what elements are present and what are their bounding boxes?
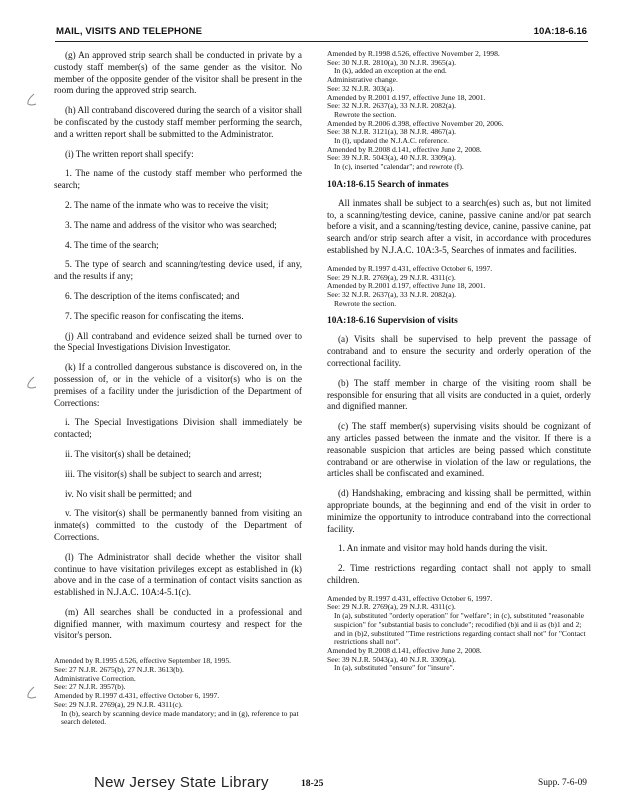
- history-note: Amended by R.2001 d.197, effective June 18, 2001.: [327, 281, 486, 291]
- list-item: 6. The description of the items confiscated; and: [65, 290, 240, 301]
- paragraph-h: (h) All contraband discovered during the search of a visitor shall be confiscated by the custody staff member performing the search, and a written report shall be submitted to the Administrator.: [54, 105, 302, 139]
- history-note: See: 38 N.J.R. 3121(a), 38 N.J.R. 4867(a).: [327, 127, 457, 137]
- list-item: iii. The visitor(s) shall be subject to search and arrest;: [65, 468, 262, 479]
- running-header-section: 10A:18-6.16: [533, 26, 587, 37]
- history-note: Amended by R.2006 d.398, effective November 20, 2006.: [327, 118, 504, 128]
- history-note: Amended by R.1997 d.431, effective October 6, 1997.: [327, 263, 493, 273]
- binder-mark-icon: [24, 685, 38, 701]
- list-item: i. The Special Investigations Division shall immediately be contacted;: [54, 417, 302, 440]
- history-note: In (a), substituted "ensure" for "insure".: [334, 663, 455, 673]
- section-heading-6-15: 10A:18-6.15 Search of inmates: [327, 179, 449, 190]
- history-note: See: 39 N.J.R. 5043(a), 40 N.J.R. 3309(a).: [327, 654, 457, 664]
- right-column: [327, 50, 591, 673]
- running-header-title: MAIL, VISITS AND TELEPHONE: [56, 26, 203, 37]
- list-item: iv. No visit shall be permitted; and: [65, 488, 192, 499]
- paragraph-k: (k) If a controlled dangerous substance is discovered on, in the possession of, or in the vehicle of a visitor(s) who is on the premises of a facility under the jurisdiction of the Department of Corrections:: [54, 362, 302, 408]
- history-note: In (c), inserted "calendar"; and rewrote (f).: [334, 162, 464, 172]
- paragraph-c: (c) The staff member(s) supervising visits should be cognizant of any articles passed between the inmate and the visitor. If there is a reasonable suspicion that articles are being passed which constitute contraband or are otherwise in violation of the law or regulations, the articles shall be confiscated and examined.: [327, 421, 591, 479]
- paragraph-l: (l) The Administrator shall decide whether the visitor shall continue to have visitation privileges except as established in (k) above and in the case of a termination of contact visits sanction as established in N.J.A.C. 10A:4-5.1(c).: [54, 551, 302, 598]
- list-item: 1. The name of the custody staff member who performed the search;: [54, 168, 302, 191]
- history-note: Amended by R.1995 d.526, effective September 18, 1995.: [54, 656, 232, 666]
- history-note: Administrative change.: [327, 75, 398, 85]
- history-note: Rewrote the section.: [334, 298, 397, 308]
- history-note: Amended by R.2008 d.141, effective June 2, 2008.: [327, 144, 482, 154]
- binder-mark-icon: [24, 375, 38, 391]
- history-note: See: 39 N.J.R. 5043(a), 40 N.J.R. 3309(a).: [327, 153, 457, 163]
- list-item: 7. The specific reason for confiscating the items.: [65, 310, 244, 321]
- left-column: [54, 50, 302, 727]
- history-note: Administrative Correction.: [54, 673, 136, 683]
- list-item: 2. The name of the inmate who was to receive the visit;: [65, 199, 269, 210]
- history-note: Rewrote the section.: [334, 109, 397, 119]
- paragraph-m: (m) All searches shall be conducted in a professional and dignified manner, with maximum courtesy and respect for the visitor's person.: [54, 606, 302, 641]
- paragraph-d: (d) Handshaking, embracing and kissing shall be permitted, within appropriate bounds, at the beginning and end of the visit in order to minimize the opportunity to introduce contraband into the correctional facility.: [327, 488, 591, 534]
- history-note: See: 32 N.J.R. 2637(a), 33 N.J.R. 2082(a).: [327, 101, 457, 111]
- history-note: Amended by R.2001 d.197, effective June 18, 2001.: [327, 92, 486, 102]
- header-rule: [55, 41, 588, 42]
- list-item: 4. The time of the search;: [65, 239, 159, 250]
- history-note: In (b), search by scanning device made mandatory; and in (g), reference to pat search deleted.: [61, 708, 299, 727]
- history-note: See: 29 N.J.R. 2769(a), 29 N.J.R. 4311(c).: [327, 272, 456, 282]
- history-note: Amended by R.2008 d.141, effective June 2, 2008.: [327, 645, 482, 655]
- section-6-15-body: All inmates shall be subject to a search(es) such as, but not limited to, a scanning/testing device, canine, passive canine and/or pat search before a visit, and a scanning/testing device, canine, passive canine, pat search and/or strip search after a visit, in accordance with procedures established by N.J.A.C. 10A:3-5, Searches of inmates and facilities.: [327, 197, 591, 256]
- history-note: Amended by R.1997 d.431, effective October 6, 1997.: [54, 691, 220, 701]
- binder-mark-icon: [24, 92, 38, 108]
- list-item: 5. The type of search and scanning/testing device used, if any, and the results if any;: [54, 259, 302, 282]
- history-note: In (a), substituted "orderly operation" for "welfare"; in (c), substituted "reasonable suspicion" for "substantial basis to conclude"; recodified (b)i and ii as (b)1 and 2; and in (b)2, substituted "Time restrictions regarding contact shall not" for "Contact restrictions shall not".: [334, 611, 586, 647]
- history-note: See: 29 N.J.R. 2769(a), 29 N.J.R. 4311(c).: [54, 699, 183, 709]
- paragraph-g: (g) An approved strip search shall be conducted in private by a custody staff member(s) of the same gender as the visitor. No member of the opposite gender of the visitor shall be present in the room during the approved strip search.: [54, 50, 302, 96]
- history-note: In (l), updated the N.J.A.C. reference.: [334, 136, 449, 146]
- list-item: 2. Time restrictions regarding contact shall not apply to small children.: [327, 563, 591, 585]
- paragraph-b: (b) The staff member in charge of the visiting room shall be responsible for ensuring that all visits are conducted in a quiet, orderly and dignified manner.: [327, 377, 591, 412]
- section-heading-6-16: 10A:18-6.16 Supervision of visits: [327, 316, 458, 327]
- list-item: v. The visitor(s) shall be permanently banned from visiting an inmate(s) committed to the custody of the Department of Corrections.: [54, 508, 302, 542]
- list-item: ii. The visitor(s) shall be detained;: [65, 448, 191, 459]
- history-note: Amended by R.1998 d.526, effective November 2, 1998.: [327, 49, 500, 58]
- supplement-date: Supp. 7-6-09: [538, 778, 587, 788]
- paragraph-j: (j) All contraband and evidence seized shall be turned over to the Special Investigations Division Investigator.: [54, 330, 302, 353]
- history-note: See: 30 N.J.R. 2810(a), 30 N.J.R. 3965(a).: [327, 57, 457, 67]
- page-number: 18-25: [301, 778, 324, 789]
- library-watermark: New Jersey State Library: [94, 774, 269, 791]
- history-note: See: 27 N.J.R. 2675(b), 27 N.J.R. 3613(b).: [54, 664, 184, 674]
- list-item: 3. The name and address of the visitor who was searched;: [65, 219, 277, 230]
- history-note: See: 27 N.J.R. 3957(b).: [54, 682, 126, 692]
- paragraph-a: (a) Visits shall be supervised to help prevent the passage of contraband and to ensure the security and orderly operation of the correctional facility.: [327, 334, 591, 368]
- history-note: Amended by R.1997 d.431, effective October 6, 1997.: [327, 593, 493, 603]
- paragraph-i: (i) The written report shall specify:: [65, 148, 194, 159]
- list-item: 1. An inmate and visitor may hold hands during the visit.: [338, 543, 548, 554]
- history-note: See: 32 N.J.R. 2637(a), 33 N.J.R. 2082(a).: [327, 289, 457, 299]
- history-note: See: 32 N.J.R. 303(a).: [327, 83, 395, 93]
- history-note: In (k), added an exception at the end.: [334, 66, 447, 76]
- history-note: See: 29 N.J.R. 2769(a), 29 N.J.R. 4311(c).: [327, 602, 456, 612]
